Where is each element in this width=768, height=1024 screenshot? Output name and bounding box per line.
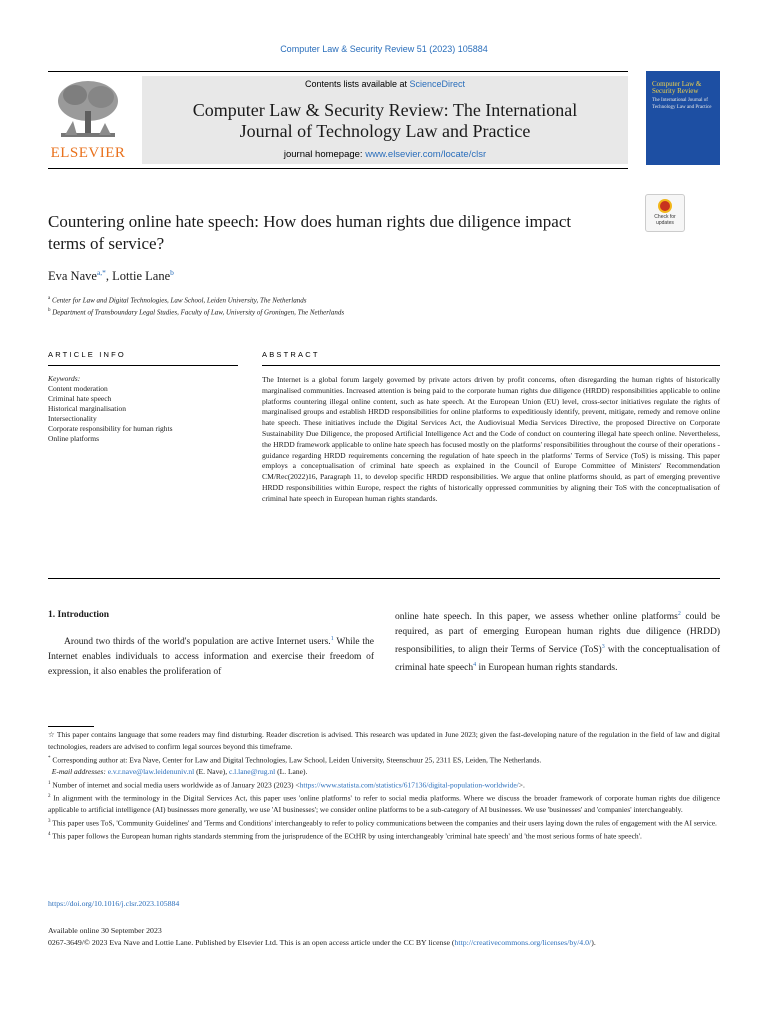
journal-homepage-line [142,149,628,160]
footnote-2 [48,791,720,816]
license-link[interactable]: http://creativecommons.org/licenses/by/4.0/ [454,938,592,947]
author-affil-marks[interactable]: a,* [96,268,106,277]
homepage-link[interactable]: www.elsevier.com/locate/clsr [365,149,487,160]
elsevier-logo[interactable] [48,77,128,165]
keyword: Online platforms [48,434,100,443]
footnote-4 [48,829,720,842]
crossmark-icon [658,199,672,213]
intro-right-column [395,607,720,676]
footnotes-block [48,729,720,843]
journal-banner [142,76,628,164]
check-badge-line1: Check for [654,214,676,220]
available-online: Available online 30 September 2023 [48,926,162,935]
elsevier-wordmark: ELSEVIER [50,145,126,161]
footnote-ref[interactable]: 3 [601,643,605,650]
journal-title-line1: Computer Law & Security Review: The International [192,100,578,120]
affiliation-a [48,296,306,304]
body-text: online hate speech. In this paper, we assess whether online platforms [395,612,678,623]
footnote-mark: * [48,755,51,761]
footnote-text: This paper uses ToS, 'Community Guidelines' and 'Terms and Conditions' interchangeably to refer to policy communications between the companies and their users laying down the rules of engagement with the AI service. [52,818,717,828]
statista-link[interactable]: https://www.statista.com/statistics/617136/digital-population-worldwide/ [299,780,519,790]
keyword: Historical marginalisation [48,404,126,413]
footnote-mark: 4 [48,832,51,838]
sciencedirect-link[interactable]: ScienceDirect [409,79,466,89]
article-info-heading: ARTICLE INFO [48,350,126,359]
affiliation-b [48,308,344,316]
footnote-text: Number of internet and social media users worldwide as of January 2023 (2023) < [52,780,300,790]
author-name[interactable]: Eva Nave [48,269,97,284]
keywords-label: Keywords: [48,374,81,383]
contents-prefix: Contents lists available at [304,79,410,89]
intro-left-column [48,632,374,680]
body-text: in European human rights standards. [476,662,618,673]
masthead-top-rule [48,71,628,72]
article-title: Countering online hate speech: How does human rights due diligence impact terms of service? [48,212,572,253]
journal-masthead [48,71,720,168]
journal-title-line2: Journal of Technology Law and Practice [239,121,531,141]
email-link-nave[interactable]: e.v.r.nave@law.leidenuniv.nl [107,766,195,776]
elsevier-tree-icon [51,77,125,143]
keyword: Criminal hate speech [48,394,112,403]
journal-title[interactable] [142,100,628,142]
keyword: Intersectionality [48,414,97,423]
footnote-text: >. [518,780,525,790]
author-affil-marks[interactable]: b [170,268,174,277]
body-text: with the conceptualisation of criminal hate speech [395,644,720,673]
body-text: could be required, as part of emerging European human rights due diligence (HRDD) responsibilities, to align their Terms of Service (ToS) [395,612,720,655]
footnote-corresponding [48,753,720,766]
footnote-text: This paper follows the European human rights standards stemming from the jurisprudence of the ECtHR by using interchangeably 'criminal hate speech' and 'the most serious forms of hate speech'. [52,831,642,841]
publication-info [48,925,720,949]
cover-title: Computer Law & Security Review [652,80,702,95]
footnote-ref[interactable]: 2 [677,611,681,617]
footnote-1 [48,778,720,791]
journal-cover-thumbnail[interactable] [646,71,720,165]
affiliation-mark: a [48,296,51,301]
abstract-rule [262,365,720,366]
footnote-text: This paper contains language that some readers may find disturbing. Reader discretion is advised. This research was updated in June 2023; given the fast-developing nature of the regulation in the field of law and digital technologies, readers are advised to confirm legal sources beyond this timeframe. [48,730,720,751]
footnote-3 [48,816,720,829]
doi-link[interactable]: https://doi.org/10.1016/j.clsr.2023.105884 [48,899,180,908]
footnote-mark: 1 [48,780,51,786]
footnote-text: Corresponding author at: Eva Nave, Center for Law and Digital Technologies, Law School, Leiden University, Steenschuur 25, 2311 ES, Leiden, The Netherlands. [52,755,542,765]
email-owner: (E. Nave), [194,766,229,776]
homepage-prefix: journal homepage: [283,149,366,160]
body-text: Around two thirds of the world's population are active Internet users. [64,637,331,648]
abstract-heading: ABSTRACT [262,350,320,359]
affiliation-text: Center for Law and Digital Technologies, Law School, Leiden University, The Netherlands [51,296,307,305]
abstract-text: The Internet is a global forum largely governed by private actors driven by profit concerns, often disregarding the human rights of historically marginalised communities. Increased attention is being paid to the corporate human rights due diligence (HRDD) responsibilities applicable to online platforms countering illegal online content, such as hate speech. At the European Union (EU) level, cross-sector initiatives regulate the rights of marginalised groups and establish HRDD responsibilities for online platforms to expeditiously identify, prevent, mitigate, remedy and remove online hate speech. These initiatives include the Digital Services Act, the Audiovisual Media Services Directive, the proposed Directive on Corporate Sustainability Due Diligence, the proposed Artificial Intelligence Act and the Code of conduct on countering illegal hate speech online. Nevertheless, the HRDD framework applicable to online hate speech has focused mostly on the platforms' responsibilities throughout the course of their operations - guidance regarding HRDD requirements concerning the regulation of hate speech in the platforms' Terms of Service (ToS) is missing. This paper employs a conceptualisation of criminal hate speech as explained in the Council of Europe Committee of Ministers' Recommendation CM/Rec(2022)16, Paragraph 11, to develop specific HRDD responsibilities. We argue that online platforms should, as part of emerging preventive HRDD responsibilities within Europe, respect the rights of historically oppressed communities by aligning their ToS with the conceptualisation of criminal hate speech in European human rights standards. [262,375,720,503]
email-link-lane[interactable]: c.l.lane@rug.nl [228,766,276,776]
author-list: Eva Nave$^{a,*}$, Lottie Lane$^b$ [48,268,174,284]
footnote-ref[interactable]: 4 [473,661,477,668]
check-badge-line2: updates [656,219,674,226]
body-text: While the Internet enables individuals to access information and exercise their freedom of expression, it also enables the proliferation of [48,637,374,677]
email-owner: (L. Lane). [275,766,308,776]
footnote-star: ☆ This paper contains language that some readers may find disturbing. Reader discretion is advised. This research was updated in June 2023; given the fast-developing nature of the regulation in the field of law and digital technologies, readers are advised to confirm legal sources beyond this timeframe. [48,730,720,751]
affiliation-mark: b [48,308,51,313]
keyword: Content moderation [48,384,108,393]
check-for-updates-badge[interactable] [645,194,685,232]
footnote-mark: 2 [48,793,51,799]
footnote-rule [48,726,94,727]
journal-citation[interactable]: Computer Law & Security Review 51 (2023) 105884 [280,44,488,54]
affiliation-text: Department of Transboundary Legal Studies, Faculty of Law, University of Groningen, The Netherlands [52,308,345,317]
article-info-rule [48,365,238,366]
footnote-text: In alignment with the terminology in the Digital Services Act, this paper uses 'online platforms' to refer to social media platforms. Where we discuss the broader framework of corporate human rights due diligence applicable to artificial intelligence (AI) businesses more generally, we use 'AI businesses'; we consider online platforms to be a sub-category of AI businesses. We use 'businesses' and 'companies' interchangeably. [48,793,720,815]
footnote-emails [48,766,720,778]
license-text: 0267-3649/© 2023 Eva Nave and Lottie Lane. Published by Elsevier Ltd. This is an open access article under the CC BY license ( [48,938,455,947]
keywords-block [48,374,238,444]
cover-subtitle: The International Journal of Technology Law and Practice [652,98,712,110]
footnote-ref[interactable]: 1 [330,636,334,642]
section-heading-introduction: 1. Introduction [48,610,110,620]
contents-available-line [142,79,628,89]
email-label: E-mail addresses: [51,766,106,776]
license-line [48,937,720,949]
masthead-bottom-rule [48,168,628,169]
footnote-mark: 3 [48,819,51,825]
license-text: ). [591,938,596,947]
keyword: Corporate responsibility for human rights [48,424,173,433]
author-name[interactable]: Lottie Lane [112,269,171,284]
abstract-bottom-rule [48,578,720,579]
